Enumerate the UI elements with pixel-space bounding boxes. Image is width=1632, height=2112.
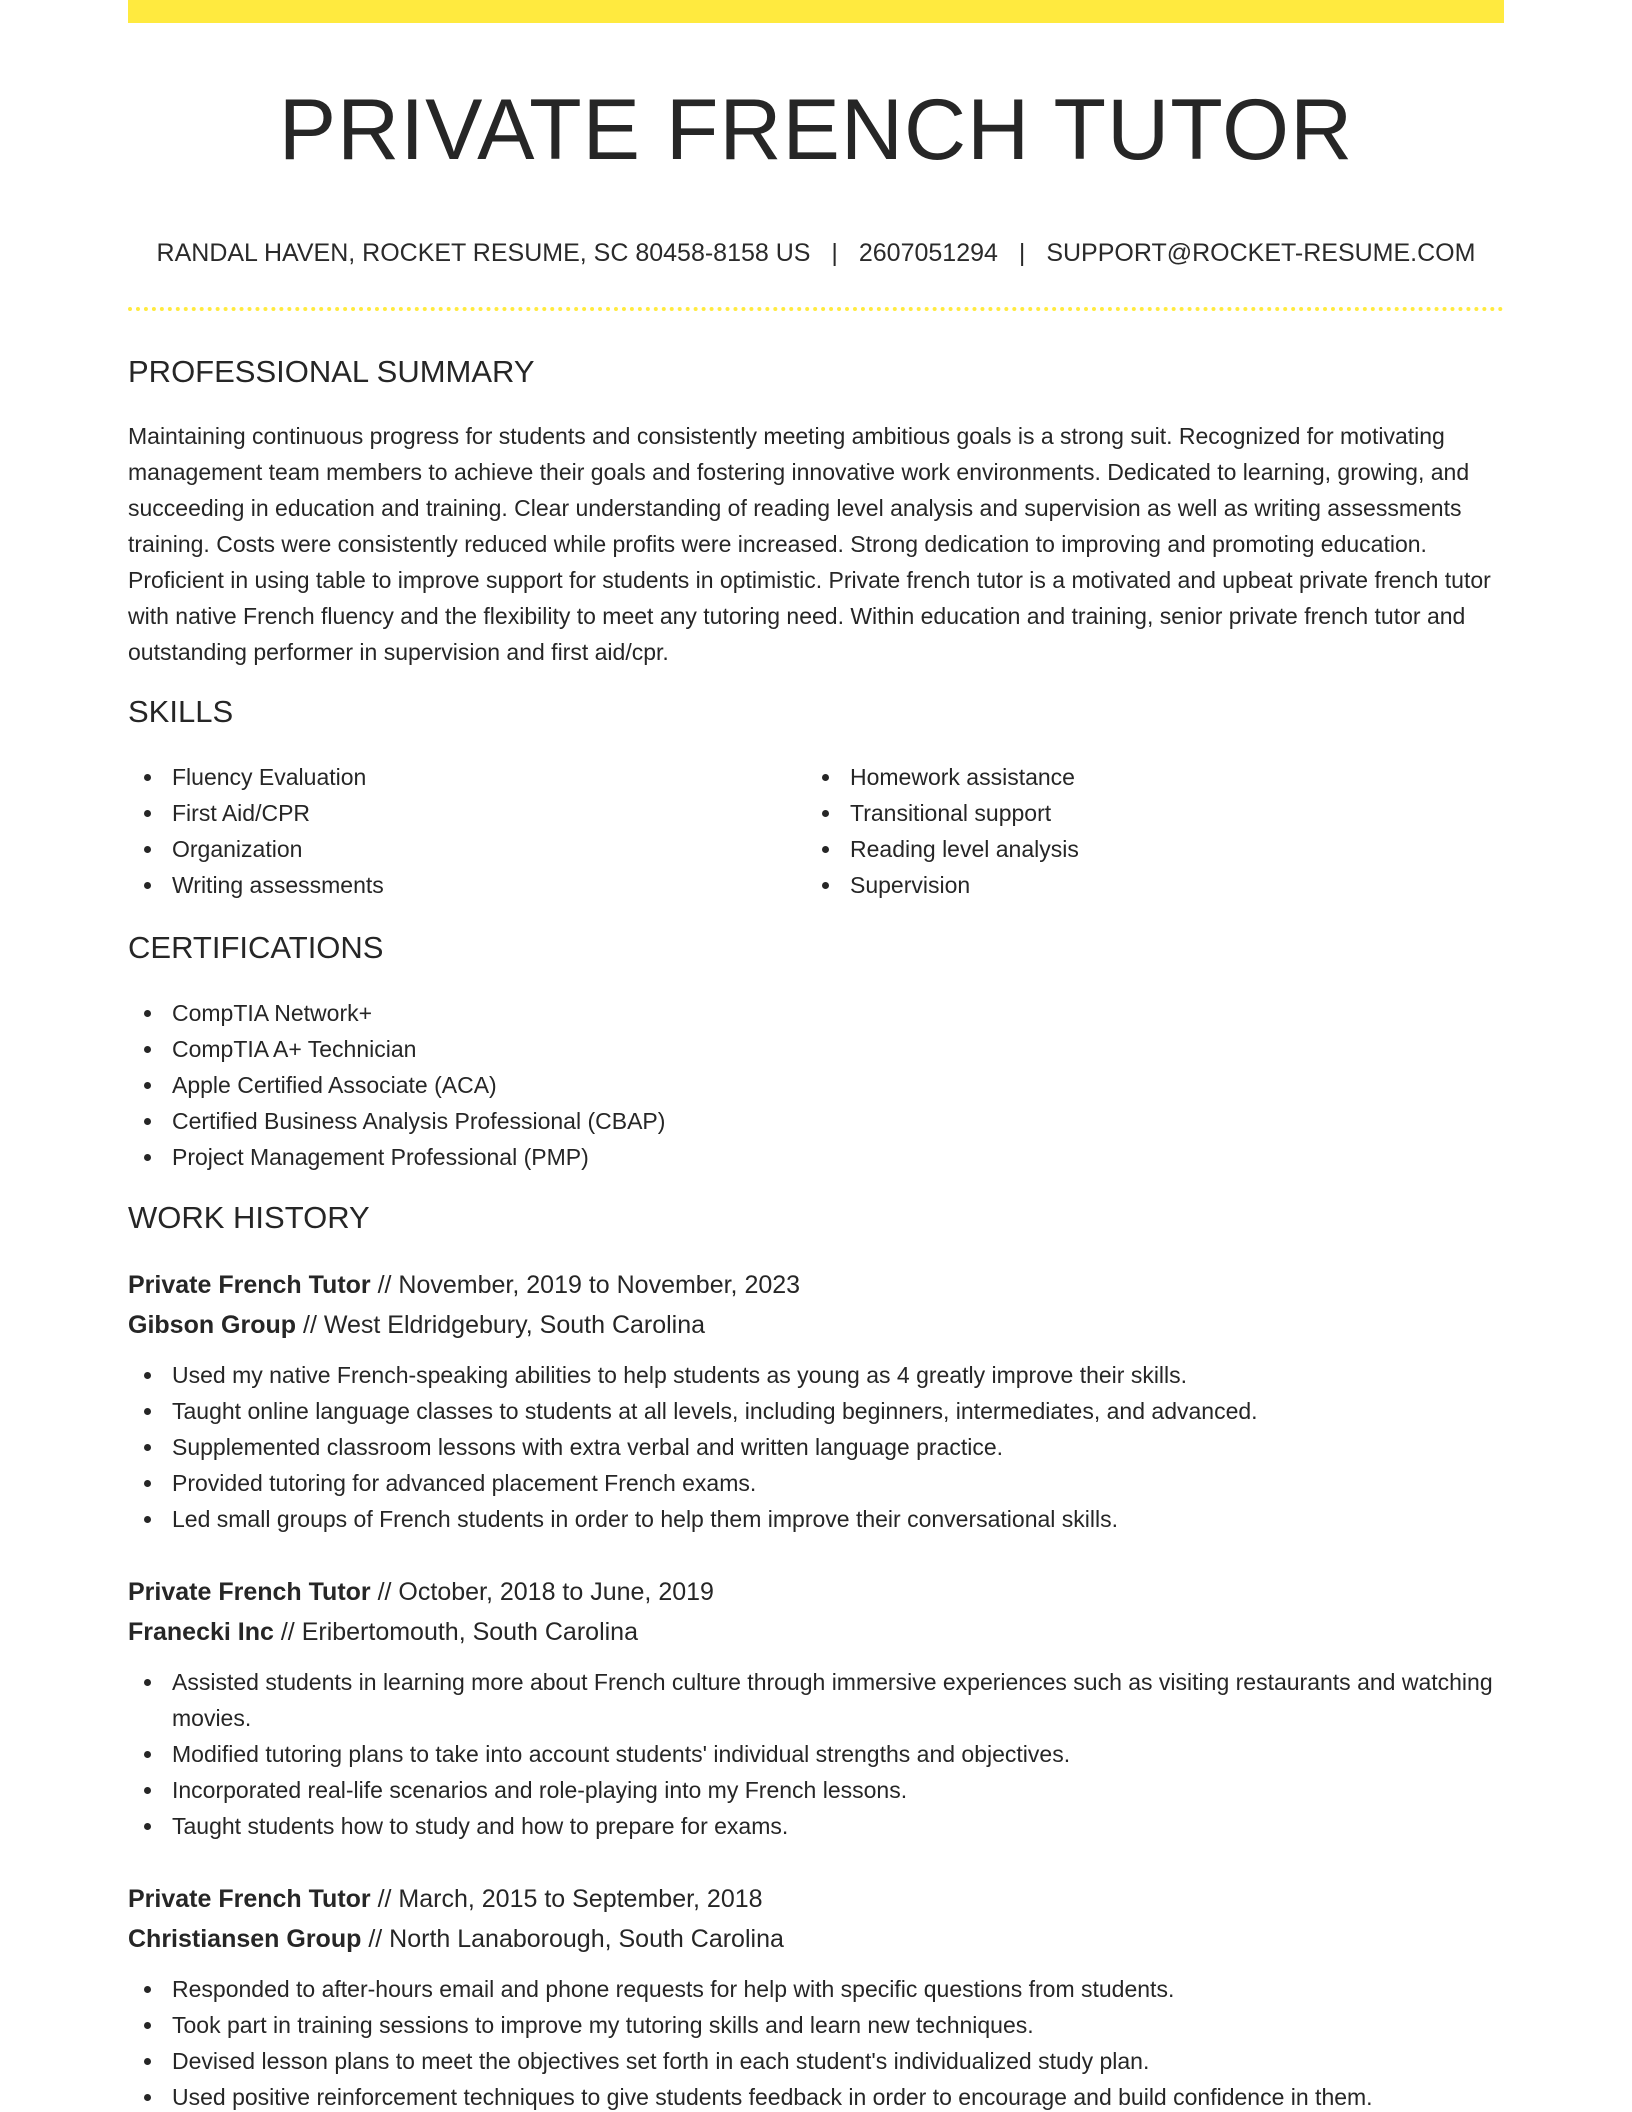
contact-separator: | [1018, 239, 1026, 267]
list-item: Transitional support [806, 795, 1466, 831]
job-entry [128, 1572, 1504, 1844]
list-item: CompTIA Network+ [128, 995, 1504, 1031]
job-entry [128, 1265, 1504, 1537]
job-company-line [128, 1305, 1504, 1345]
job-company: Gibson Group [128, 1311, 297, 1339]
job-bullets [128, 1971, 1504, 2112]
job-dates: // March, 2015 to September, 2018 [370, 1885, 763, 1913]
list-item: Apple Certified Associate (ACA) [128, 1067, 1504, 1103]
skills-list-right [806, 759, 1466, 903]
job-title-line [128, 1265, 1504, 1305]
list-item: Devised lesson plans to meet the objectives set forth in each student's individualized study plan. [128, 2043, 1504, 2079]
skills-heading: SKILLS [128, 694, 234, 729]
contact-separator: | [831, 239, 838, 267]
job-dates: // October, 2018 to June, 2019 [370, 1578, 714, 1606]
job-company: Christiansen Group [128, 1925, 362, 1953]
list-item: Used positive reinforcement techniques to give students feedback in order to encourage and build confidence in them. [128, 2079, 1504, 2112]
list-item: Taught students how to study and how to prepare for exams. [128, 1808, 1504, 1844]
job-title-line [128, 1572, 1504, 1612]
list-item: Provided tutoring for advanced placement French exams. [128, 1465, 1504, 1501]
job-company: Franecki Inc [128, 1618, 274, 1646]
list-item: First Aid/CPR [128, 795, 788, 831]
header-divider [128, 307, 1504, 311]
contact-address: RANDAL HAVEN, ROCKET RESUME, SC 80458-8158 US [156, 239, 811, 267]
list-item: Writing assessments [128, 867, 788, 903]
accent-top-bar [128, 0, 1504, 23]
certifications-list [128, 995, 1504, 1175]
certifications-heading: CERTIFICATIONS [128, 930, 384, 965]
skills-list-left [128, 759, 788, 903]
job-company-line [128, 1612, 1504, 1652]
summary-text: Maintaining continuous progress for students and consistently meeting ambitious goals is a strong suit. Recognized for motivating management team members to achieve their goals and fostering innovative work environments. Dedicated to learning, growing, and succeeding in education and training. Clear understanding of reading level analysis and supervision as well as writing assessments training. Costs were consistently reduced while profits were increased. Strong dedication to improving and promoting education. Proficient in using table to improve support for students in optimistic. Private french tutor is a motivated and upbeat private french tutor with native French fluency and the flexibility to meet any tutoring need. Within education and training, senior private french tutor and outstanding performer in supervision and first aid/cpr. [128, 423, 1491, 665]
list-item: Certified Business Analysis Professional (CBAP) [128, 1103, 1504, 1139]
list-item: Homework assistance [806, 759, 1466, 795]
contact-line [128, 236, 1504, 270]
list-item: Used my native French-speaking abilities to help students as young as 4 greatly improve their skills. [128, 1357, 1504, 1393]
list-item: Taught online language classes to students at all levels, including beginners, intermediates, and advanced. [128, 1393, 1504, 1429]
list-item: CompTIA A+ Technician [128, 1031, 1504, 1067]
contact-email: SUPPORT@ROCKET-RESUME.COM [1046, 239, 1476, 267]
job-title: Private French Tutor [128, 1885, 371, 1913]
list-item: Reading level analysis [806, 831, 1466, 867]
job-title-line [128, 1879, 1504, 1919]
list-item: Led small groups of French students in order to help them improve their conversational skills. [128, 1501, 1504, 1537]
summary-heading: PROFESSIONAL SUMMARY [128, 354, 535, 389]
contact-phone: 2607051294 [858, 239, 998, 267]
job-location: // Eribertomouth, South Carolina [273, 1618, 638, 1646]
list-item: Organization [128, 831, 788, 867]
page-title: PRIVATE FRENCH TUTOR [278, 82, 1354, 178]
list-item: Supervision [806, 867, 1466, 903]
list-item: Took part in training sessions to improve my tutoring skills and learn new techniques. [128, 2007, 1504, 2043]
list-item: Supplemented classroom lessons with extra verbal and written language practice. [128, 1429, 1504, 1465]
job-bullets [128, 1664, 1504, 1844]
list-item: Modified tutoring plans to take into account students' individual strengths and objectives. [128, 1736, 1504, 1772]
job-title: Private French Tutor [128, 1271, 371, 1299]
job-location: // North Lanaborough, South Carolina [361, 1925, 784, 1953]
list-item: Incorporated real-life scenarios and role-playing into my French lessons. [128, 1772, 1504, 1808]
job-location: // West Eldridgebury, South Carolina [296, 1311, 706, 1339]
job-company-line [128, 1919, 1504, 1959]
list-item: Project Management Professional (PMP) [128, 1139, 1504, 1175]
job-bullets [128, 1357, 1504, 1537]
list-item: Responded to after-hours email and phone requests for help with specific questions from students. [128, 1971, 1504, 2007]
job-dates: // November, 2019 to November, 2023 [370, 1271, 801, 1299]
list-item: Fluency Evaluation [128, 759, 788, 795]
job-entry [128, 1879, 1504, 2112]
list-item: Assisted students in learning more about French culture through immersive experiences such as visiting restaurants and watching movies. [128, 1664, 1504, 1736]
job-title: Private French Tutor [128, 1578, 371, 1606]
work-history-heading: WORK HISTORY [128, 1200, 370, 1235]
